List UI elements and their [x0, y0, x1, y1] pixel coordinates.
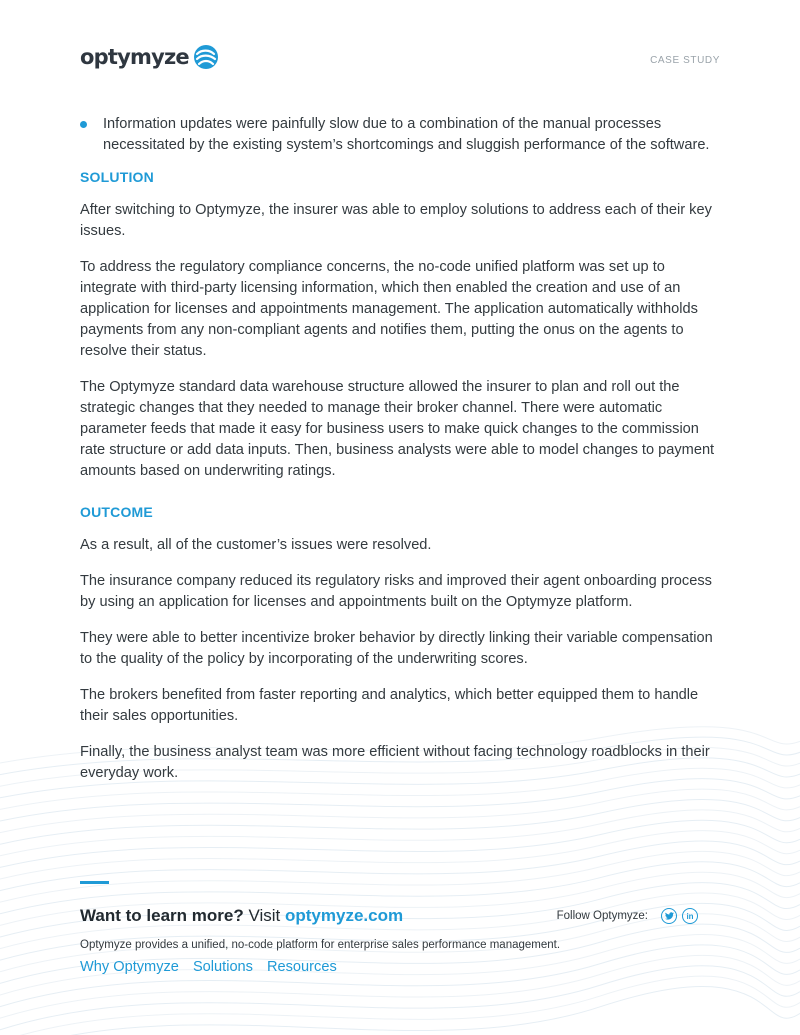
- outcome-paragraph: The insurance company reduced its regulatory risks and improved their agent onboarding process by using an application for licenses and appointments built on the Optymyze platform.: [80, 573, 712, 610]
- outcome-paragraph: As a result, all of the customer’s issues were resolved.: [80, 537, 432, 553]
- logo-wordmark: optymyze: [80, 45, 189, 69]
- list-item: [80, 114, 720, 156]
- solution-paragraph: To address the regulatory compliance concerns, the no-code unified platform was set up to integrate with third-party licensing information, which then enabled the creation and use of an application for licenses and appointments management. The application automatically withholds payments from any non-compliant agents and notifies them, putting the onus on the agents to resolve their status.: [80, 259, 698, 359]
- footer-cta: [80, 906, 403, 926]
- case-study-body: [80, 114, 720, 799]
- bullet-text: Information updates were painfully slow due to a combination of the manual processes necessitated by the existing system’s shortcomings and sluggish performance of the software.: [103, 116, 710, 153]
- document-type-label: CASE STUDY: [650, 55, 720, 66]
- outcome-paragraph: The brokers benefited from faster reporting and analytics, which better equipped them to handle their sales opportunities.: [80, 687, 699, 724]
- wave-line: [0, 945, 800, 1007]
- solution-paragraph: After switching to Optymyze, the insurer was able to employ solutions to address each of their key issues.: [80, 202, 712, 239]
- company-tagline: Optymyze provides a unified, no-code platform for enterprise sales performance management.: [80, 939, 561, 951]
- outcome-paragraph: They were able to better incentivize broker behavior by directly linking their variable compensation to the quality of the policy by incorporating of the underwriting scores.: [80, 630, 713, 667]
- page-header: [80, 44, 720, 78]
- page-footer: [80, 881, 720, 975]
- follow-block: [557, 908, 698, 924]
- footer-divider: [80, 881, 109, 884]
- footer-nav: [80, 959, 351, 975]
- wave-line: [0, 831, 800, 879]
- footer-link-why-optymyze[interactable]: Why Optymyze: [80, 959, 179, 975]
- wave-line: [0, 966, 800, 1030]
- optymyze-logo: [80, 44, 219, 70]
- twitter-icon[interactable]: [661, 908, 677, 924]
- website-link[interactable]: optymyze.com: [285, 906, 404, 925]
- outcome-heading: OUTCOME: [80, 504, 153, 520]
- logo-swirl-icon: [193, 44, 219, 70]
- cta-heading: Want to learn more?: [80, 906, 244, 925]
- footer-link-solutions[interactable]: Solutions: [192, 959, 253, 975]
- footer-link-resources[interactable]: Resources: [266, 959, 337, 975]
- bullet-dot-icon: [80, 121, 87, 128]
- linkedin-icon[interactable]: in: [682, 908, 698, 924]
- wave-line: [0, 976, 800, 1035]
- wave-line: [0, 820, 800, 867]
- solution-heading: SOLUTION: [80, 169, 154, 185]
- cta-visit-text: Visit: [248, 906, 281, 925]
- outcome-paragraph: Finally, the business analyst team was more efficient without facing technology roadblocks in their everyday work.: [80, 744, 710, 781]
- wave-line: [0, 986, 800, 1035]
- follow-label: Follow Optymyze:: [556, 910, 648, 922]
- solution-paragraph: The Optymyze standard data warehouse structure allowed the insurer to plan and roll out the strategic changes that they needed to manage their broker channel. There were automatic parameter feeds that made it easy for business users to make quick changes to the commission rate structure or add data inputs. Then, business analysts were able to model changes to payment amounts based on underwriting ratings.: [80, 379, 715, 479]
